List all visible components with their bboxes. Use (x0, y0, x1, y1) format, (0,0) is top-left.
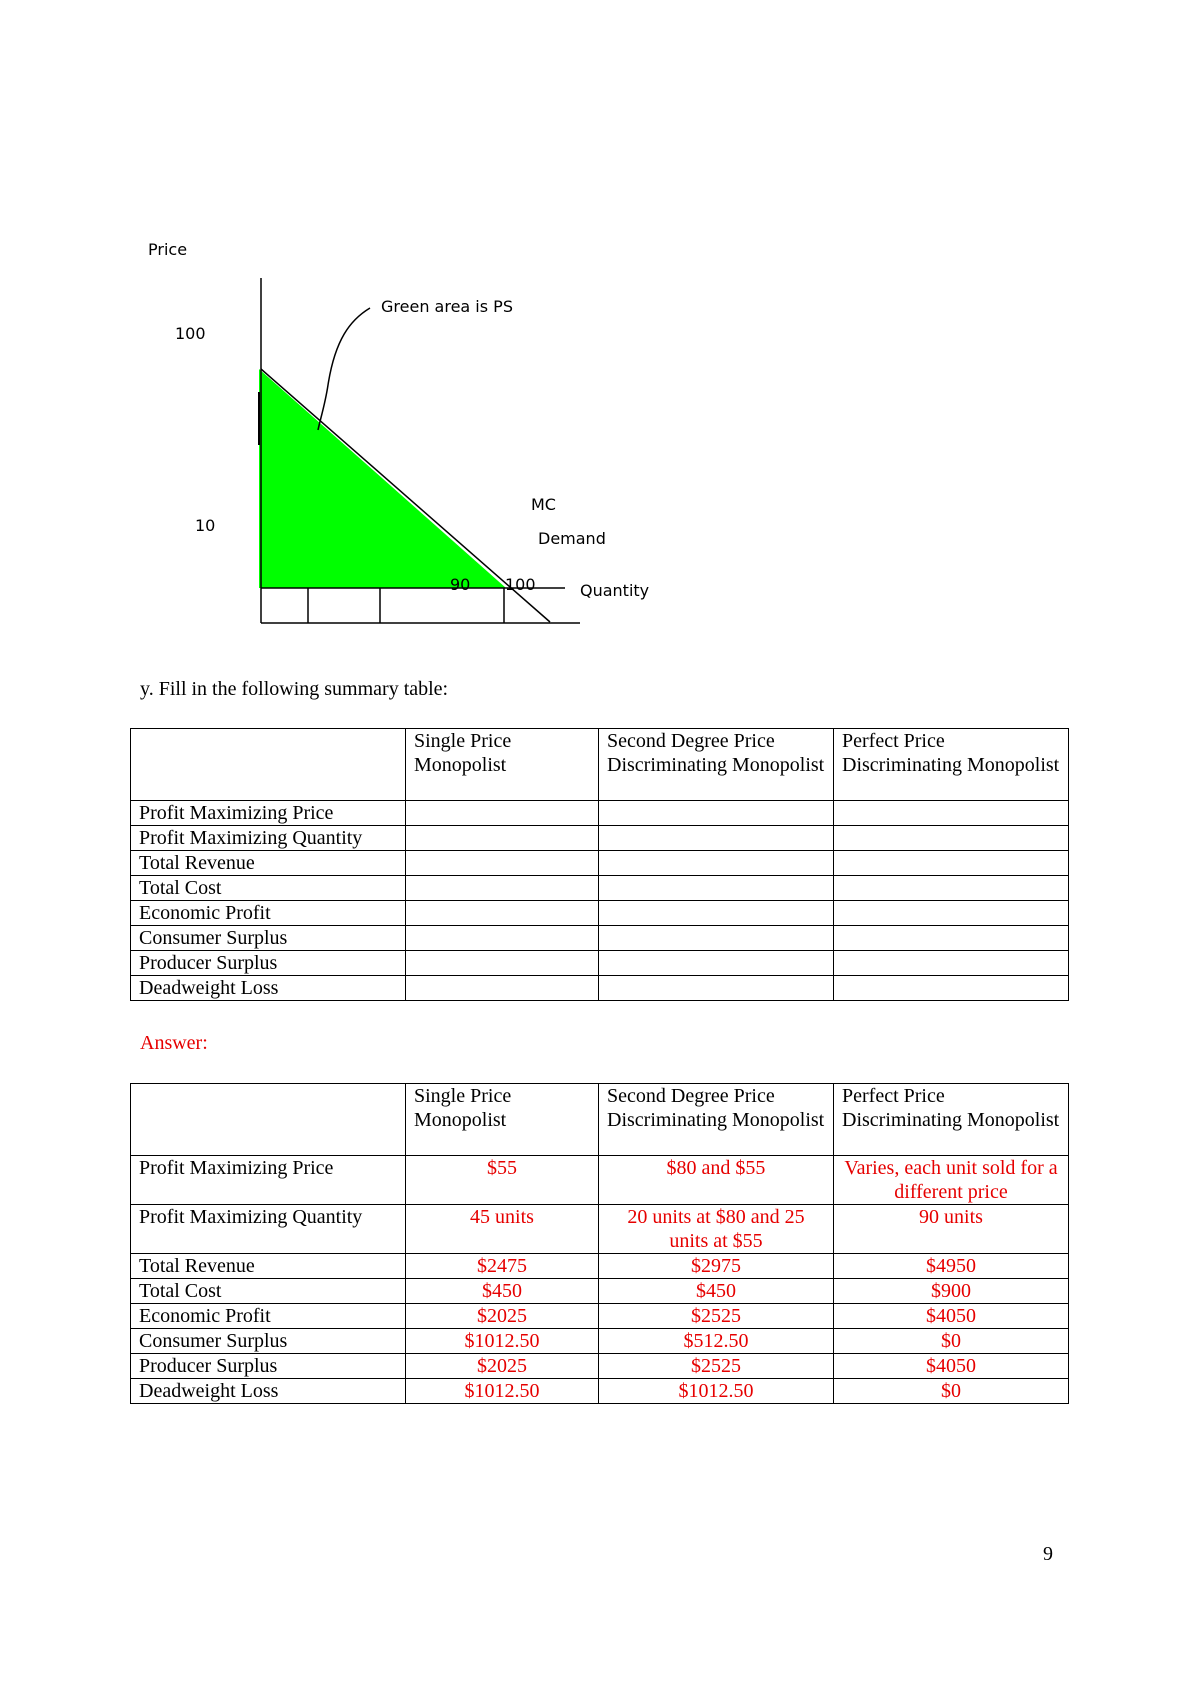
blank-cell[interactable] (406, 901, 599, 926)
table-row (131, 851, 1069, 876)
table-row (131, 876, 1069, 901)
header-single-price: Single Price Monopolist (406, 729, 599, 801)
answer-cell: 90 units (834, 1205, 1069, 1254)
mc-label: MC (531, 495, 556, 514)
table-row (131, 1379, 1069, 1404)
blank-cell[interactable] (406, 926, 599, 951)
row-label: Total Revenue (131, 1254, 406, 1279)
y-tick-100: 100 (175, 324, 206, 343)
row-label: Producer Surplus (131, 951, 406, 976)
row-label: Profit Maximizing Price (131, 801, 406, 826)
answer-cell: $900 (834, 1279, 1069, 1304)
table-row (131, 1329, 1069, 1354)
blank-cell[interactable] (599, 876, 834, 901)
blank-cell[interactable] (406, 876, 599, 901)
blank-cell[interactable] (834, 926, 1069, 951)
row-label: Deadweight Loss (131, 976, 406, 1001)
y-axis-label: Price (148, 240, 188, 259)
page-number: 9 (1043, 1543, 1053, 1565)
table-row (131, 1354, 1069, 1379)
answer-cell: $2025 (406, 1304, 599, 1329)
row-label: Consumer Surplus (131, 926, 406, 951)
answer-summary-table (130, 1083, 1069, 1404)
producer-surplus-area (259, 369, 506, 588)
row-label: Producer Surplus (131, 1354, 406, 1379)
blank-cell[interactable] (834, 951, 1069, 976)
answer-cell: $1012.50 (406, 1379, 599, 1404)
blank-cell[interactable] (599, 901, 834, 926)
table-row (131, 1156, 1069, 1205)
x-axis-label: Quantity (580, 581, 650, 600)
blank-summary-table (130, 728, 1069, 1001)
answer-cell: $450 (406, 1279, 599, 1304)
row-label: Total Revenue (131, 851, 406, 876)
answer-cell: $512.50 (599, 1329, 834, 1354)
blank-cell[interactable] (834, 851, 1069, 876)
blank-cell[interactable] (599, 951, 834, 976)
row-label: Total Cost (131, 876, 406, 901)
blank-cell[interactable] (834, 876, 1069, 901)
answer-cell: $2525 (599, 1304, 834, 1329)
answer-cell: $450 (599, 1279, 834, 1304)
row-label: Profit Maximizing Price (131, 1156, 406, 1205)
answer-cell: $1012.50 (599, 1379, 834, 1404)
question-text: y. Fill in the following summary table: (140, 678, 449, 700)
producer-surplus-graph (140, 240, 740, 665)
answer-cell: Varies, each unit sold for a different price (834, 1156, 1069, 1205)
header-cell-empty (131, 729, 406, 801)
blank-cell[interactable] (406, 801, 599, 826)
header-row (131, 1084, 1069, 1156)
row-label: Total Cost (131, 1279, 406, 1304)
table-row (131, 801, 1069, 826)
x-tick-90: 90 (450, 575, 471, 594)
row-label: Economic Profit (131, 1304, 406, 1329)
header-second-degree: Second Degree Price Discriminating Monopolist (599, 729, 834, 801)
blank-cell[interactable] (406, 851, 599, 876)
blank-cell[interactable] (599, 826, 834, 851)
blank-cell[interactable] (599, 976, 834, 1001)
table-row (131, 1304, 1069, 1329)
header-row (131, 729, 1069, 801)
answer-cell: $0 (834, 1379, 1069, 1404)
blank-cell[interactable] (599, 801, 834, 826)
demand-label: Demand (538, 529, 606, 548)
table-row (131, 951, 1069, 976)
answer-cell: $2025 (406, 1354, 599, 1379)
blank-cell[interactable] (834, 976, 1069, 1001)
header-perfect: Perfect Price Discriminating Monopolist (834, 729, 1069, 801)
blank-cell[interactable] (406, 951, 599, 976)
table-row (131, 901, 1069, 926)
blank-cell[interactable] (599, 926, 834, 951)
blank-cell[interactable] (834, 901, 1069, 926)
answer-cell: $2975 (599, 1254, 834, 1279)
row-label: Consumer Surplus (131, 1329, 406, 1354)
blank-cell[interactable] (834, 801, 1069, 826)
answer-cell: $4050 (834, 1304, 1069, 1329)
header-single-price: Single Price Monopolist (406, 1084, 599, 1156)
answer-cell: 20 units at $80 and 25 units at $55 (599, 1205, 834, 1254)
header-perfect: Perfect Price Discriminating Monopolist (834, 1084, 1069, 1156)
row-label: Profit Maximizing Quantity (131, 826, 406, 851)
answer-cell: $80 and $55 (599, 1156, 834, 1205)
table-row (131, 1279, 1069, 1304)
answer-cell: $4950 (834, 1254, 1069, 1279)
header-cell-empty (131, 1084, 406, 1156)
row-label: Economic Profit (131, 901, 406, 926)
answer-cell: 45 units (406, 1205, 599, 1254)
answer-cell: $4050 (834, 1354, 1069, 1379)
answer-cell: $1012.50 (406, 1329, 599, 1354)
header-second-degree: Second Degree Price Discriminating Monopolist (599, 1084, 834, 1156)
answer-cell: $0 (834, 1329, 1069, 1354)
answer-label: Answer: (140, 1032, 208, 1054)
answer-cell: $2525 (599, 1354, 834, 1379)
table-row (131, 1254, 1069, 1279)
blank-cell[interactable] (406, 976, 599, 1001)
annotation-pointer (318, 308, 370, 430)
table-row (131, 926, 1069, 951)
blank-cell[interactable] (406, 826, 599, 851)
answer-cell: $2475 (406, 1254, 599, 1279)
table-row (131, 826, 1069, 851)
ps-annotation: Green area is PS (381, 297, 513, 316)
blank-cell[interactable] (599, 851, 834, 876)
y-tick-10: 10 (195, 516, 216, 535)
table-row (131, 1205, 1069, 1254)
blank-cell[interactable] (834, 826, 1069, 851)
row-label: Profit Maximizing Quantity (131, 1205, 406, 1254)
x-tick-100: 100 (505, 575, 536, 594)
row-label: Deadweight Loss (131, 1379, 406, 1404)
answer-cell: $55 (406, 1156, 599, 1205)
table-row (131, 976, 1069, 1001)
